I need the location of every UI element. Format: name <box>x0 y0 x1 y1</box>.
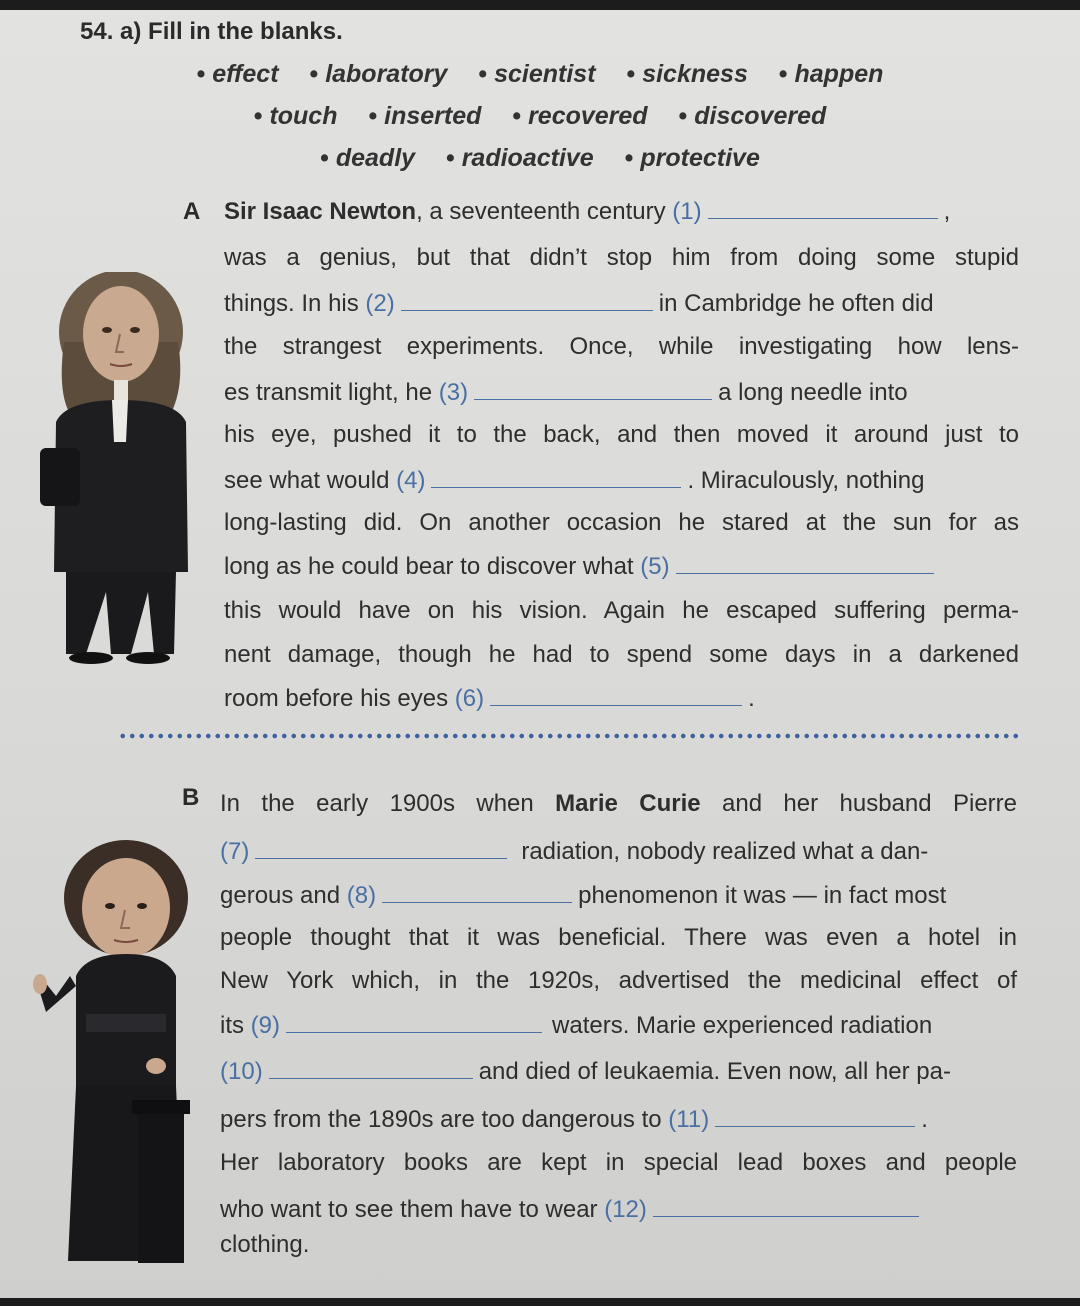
word-effect: • effect <box>197 60 279 88</box>
blank-number-7: (7) <box>220 838 250 865</box>
section-a-line-4: the strangest experiments. Once, while investigating how lens- <box>224 333 1019 360</box>
blank-2[interactable] <box>401 288 653 311</box>
word-scientist: • scientist <box>478 60 595 88</box>
blank-6[interactable] <box>490 683 742 706</box>
word-laboratory: • laboratory <box>309 60 447 88</box>
section-a-line-5: es transmit light, he (3) a long needle into <box>224 379 908 406</box>
blank-number-1: (1) <box>672 198 702 225</box>
section-b-line-2: (7) radiation, nobody realized what a dan- <box>220 838 929 865</box>
section-a-line-10: this would have on his vision. Again he escaped suffering perma- <box>224 597 1019 624</box>
section-b-letter: B <box>182 784 200 811</box>
blank-number-9: (9) <box>250 1012 281 1039</box>
section-b-line-11: clothing. <box>220 1231 310 1258</box>
word-touch: • touch <box>254 102 338 130</box>
section-b-line-3: gerous and (8) phenomenon it was — in fact most <box>220 882 947 909</box>
curie-figure <box>26 836 206 1266</box>
section-b-line-8: pers from the 1890s are too dangerous to (11) . <box>220 1106 928 1133</box>
blank-number-5: (5) <box>640 553 670 580</box>
blank-10[interactable] <box>269 1056 473 1079</box>
blank-4[interactable] <box>431 465 681 488</box>
blank-5[interactable] <box>676 551 934 574</box>
blank-number-3: (3) <box>438 379 469 406</box>
section-a-line-9: long as he could bear to discover what (5) <box>224 551 1019 582</box>
blank-11[interactable] <box>715 1104 915 1127</box>
name-isaac-newton: Sir Isaac Newton <box>224 198 417 225</box>
section-b-line-4: people thought that it was beneficial. There was even a hotel in <box>220 924 1017 951</box>
section-b-line-1: In the early 1900s when Marie Curie and her husband Pierre <box>220 790 1018 817</box>
blank-3[interactable] <box>474 377 712 400</box>
section-a-line-7: see what would (4) . Miraculously, nothing <box>224 467 925 494</box>
section-b-line-10: who want to see them have to wear (12) <box>220 1194 1017 1225</box>
blank-number-2: (2) <box>365 290 395 317</box>
word-inserted: • inserted <box>368 102 481 130</box>
section-a-line-6: his eye, pushed it to the back, and then moved it around just to <box>224 421 1019 448</box>
blank-number-4: (4) <box>396 467 426 494</box>
section-a-line-1: Sir Isaac Newton, a seventeenth century (1) , <box>224 198 951 225</box>
section-b-line-7: (10) and died of leukaemia. Even now, all her pa- <box>220 1058 951 1085</box>
section-divider <box>118 733 1018 739</box>
blank-number-6: (6) <box>454 685 485 712</box>
section-a-letter: A <box>183 198 201 225</box>
word-sickness: • sickness <box>627 60 748 88</box>
section-b-line-9: Her laboratory books are kept in special lead boxes and people <box>220 1149 1017 1176</box>
name-marie-curie: Marie Curie <box>555 790 701 817</box>
blank-12[interactable] <box>653 1194 919 1217</box>
blank-8[interactable] <box>382 880 572 903</box>
word-deadly: • deadly <box>320 144 415 172</box>
section-a-line-2: was a genius, but that didn’t stop him from doing some stupid <box>224 244 1019 271</box>
blank-7[interactable] <box>255 836 507 859</box>
blank-9[interactable] <box>286 1010 542 1033</box>
word-happen: • happen <box>779 60 884 88</box>
section-a-line-3: things. In his (2) in Cambridge he often did <box>224 290 934 317</box>
newton-figure <box>36 272 206 664</box>
blank-number-10: (10) <box>220 1058 263 1085</box>
word-radioactive: • radioactive <box>446 144 594 172</box>
section-a-line-12: room before his eyes (6) . <box>224 685 755 712</box>
blank-number-11: (11) <box>668 1106 710 1133</box>
exercise-title: 54. a) Fill in the blanks. <box>80 18 343 45</box>
word-discovered: • discovered <box>679 102 827 130</box>
section-a-line-8: long-lasting did. On another occasion he stared at the sun for as <box>224 509 1019 536</box>
word-bank-row-3 <box>0 144 1080 173</box>
word-recovered: • recovered <box>512 102 647 130</box>
word-bank-row-2 <box>0 102 1080 131</box>
section-b-line-6: its (9) waters. Marie experienced radiation <box>220 1012 933 1039</box>
blank-number-8: (8) <box>346 882 377 909</box>
section-b-line-5: New York which, in the 1920s, advertised the medicinal effect of <box>220 967 1017 994</box>
word-bank-row-1 <box>0 60 1080 89</box>
textbook-page <box>0 10 1080 1298</box>
blank-number-12: (12) <box>604 1196 647 1223</box>
word-protective: • protective <box>625 144 760 172</box>
section-a-line-11: nent damage, though he had to spend some days in a darkened <box>224 641 1019 668</box>
blank-1[interactable] <box>708 196 938 219</box>
